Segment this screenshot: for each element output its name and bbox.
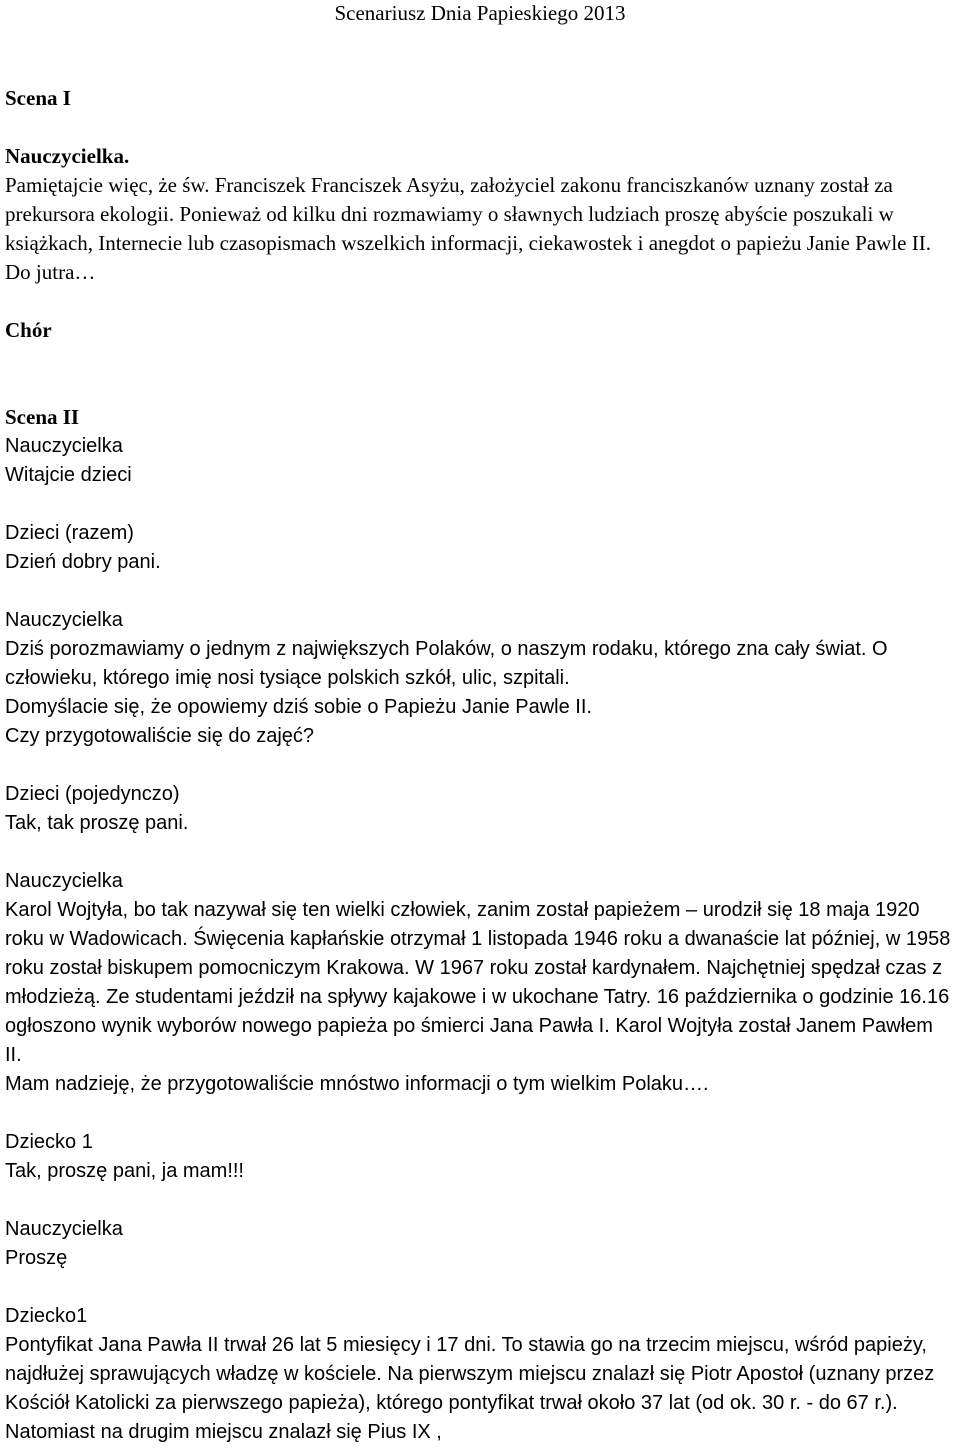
speaker-label: Dzieci: [5, 522, 60, 544]
dialogue-text: Proszę: [5, 1247, 68, 1269]
speaker-label: Nauczycielka: [5, 435, 123, 457]
dialogue-text: Mam nadzieję, że przygotowaliście mnóstwo informacji o tym wielkim Polaku….: [5, 1073, 709, 1095]
speaker-label-chor: Chór: [5, 318, 52, 342]
speaker-label: Nauczycielka: [5, 1218, 123, 1240]
dialogue-text: Domyślacie się, że opowiemy dziś sobie o Papieżu Janie Pawle II.: [5, 696, 592, 718]
dialogue-text: Witajcie dzieci: [5, 464, 132, 486]
dialogue-text: Pontyfikat Jana Pawła II trwał 26 lat 5 miesięcy i 17 dni. To stawia go na trzecim miejscu, wśród papieży, najdłużej sprawujących władzę w kościele. Na pierwszym miejscu znalazł się Piotr Apostoł (uznany przez Kościół Katolicki za pierwszego papieża), którego pontyfikat trwał około 37 lat (od ok. 30 r. - do 67 r.). Natomiast na drugim miejscu znalazł się Pius IX ,: [5, 1334, 935, 1443]
stage-note: (pojedynczo): [59, 783, 180, 805]
scene-heading-2: Scena II: [5, 405, 80, 429]
dialogue-text: Karol Wojtyła, bo tak nazywał się ten wielki człowiek, zanim został papieżem – urodził się 18 maja 1920 roku w Wadowicach. Święcenia kapłańskie otrzymał 1 listopada 1946 roku a dwanaście lat później, w 1958 roku został biskupem pomocniczym Krakowa. W 1967 roku został kardynałem. Najchętniej spędzał czas z młodzieżą. Ze studentami jeździł na spływy kajakowe i w ukochane Tatry. 16 października o godzinie 16.16 ogłoszono wynik wyborów nowego papieża po śmierci Jana Pawła I. Karol Wojtyła został Janem Pawłem II.: [5, 899, 951, 1066]
dialogue-text: Dziś porozmawiamy o jednym z największych Polaków, o naszym rodaku, którego zna cały świat. O człowieku, którego imię nosi tysiące polskich szkół, ulic, szpitali.: [5, 638, 888, 689]
scene-heading-1: Scena I: [5, 86, 71, 110]
dialogue-text: Tak, proszę pani, ja mam!!!: [5, 1160, 244, 1182]
speaker-label-with-note: [5, 780, 955, 809]
speaker-label: Dzieci: [5, 783, 60, 805]
speaker-label: Nauczycielka: [5, 870, 123, 892]
speaker-label: Nauczycielka.: [5, 144, 130, 168]
dialogue-text: Czy przygotowaliście się do zajęć?: [5, 725, 315, 747]
speaker-label: Nauczycielka: [5, 609, 123, 631]
speaker-label: Dziecko 1: [5, 1131, 93, 1153]
dialogue-text: Pamiętajcie więc, że św. Franciszek Franciszek Asyżu, założyciel zakonu franciszkanów uznany został za prekursora ekologii. Ponieważ od kilku dni rozmawiamy o sławnych ludziach proszę abyście poszukali w książkach, Internecie lub czasopismach wszelkich informacji, ciekawostek i anegdot o papieżu Janie Pawle II. Do jutra…: [5, 173, 931, 284]
dialogue-text: Tak, tak proszę pani.: [5, 812, 189, 834]
speaker-label-with-note: [5, 519, 955, 548]
stage-note: (razem): [59, 522, 134, 544]
document-header-title: Scenariusz Dnia Papieskiego 2013: [334, 1, 626, 25]
dialogue-text: Dzień dobry pani.: [5, 551, 161, 573]
speaker-label: Dziecko1: [5, 1305, 88, 1327]
